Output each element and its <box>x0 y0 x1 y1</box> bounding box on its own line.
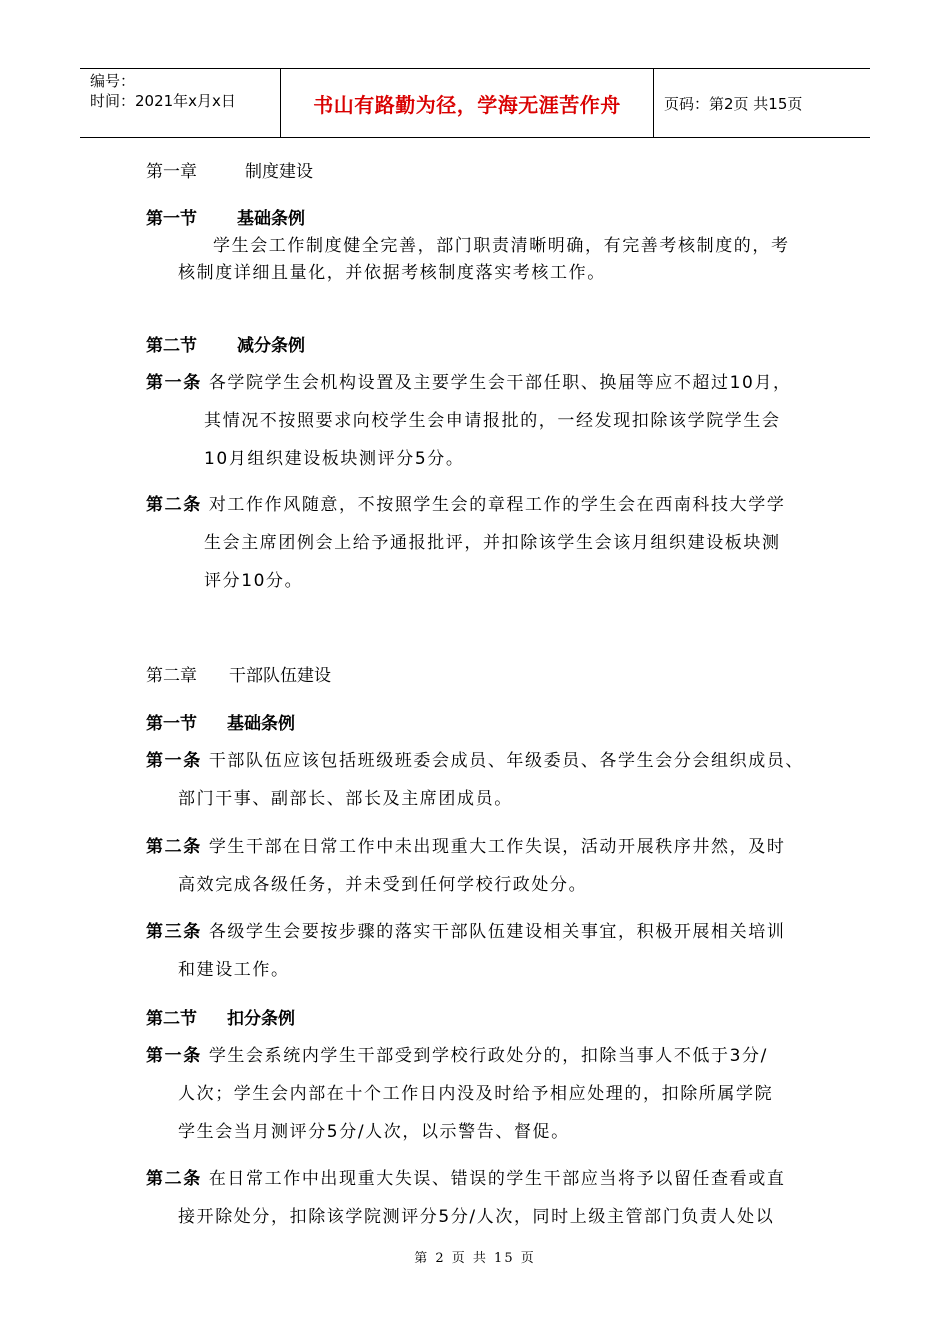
article-line <box>146 372 792 394</box>
article-line: 人次；学生会内部在十个工作日内没及时给予相应处理的，扣除所属学院 <box>178 1084 774 1104</box>
page-footer: 第 2 页 共 15 页 <box>414 1251 536 1266</box>
article-line: 评分10分。 <box>204 571 304 591</box>
article-number: 第二条 <box>146 837 202 857</box>
chapter-number: 第二章 <box>146 666 197 686</box>
section-title: 基础条例 <box>227 714 295 734</box>
section-heading <box>146 713 295 735</box>
article-line: 接开除处分，扣除该学院测评分5分/人次，同时上级主管部门负责人处以 <box>178 1207 775 1227</box>
article-text: 在日常工作中出现重大失误、错误的学生干部应当将予以留任查看或直 <box>208 1169 786 1189</box>
paragraph-line: 学生会工作制度健全完善，部门职责清晰明确，有完善考核制度的，考 <box>213 236 790 256</box>
header-motto-cell <box>280 69 654 137</box>
article-number: 第一条 <box>146 373 202 393</box>
article-text: 各学院学生会机构设置及主要学生会干部任职、换届等应不超过10月， <box>208 373 792 393</box>
document-number-label: 编号： <box>90 72 136 90</box>
article-text: 各级学生会要按步骤的落实干部队伍建设相关事宜，积极开展相关培训 <box>208 922 786 942</box>
article-line: 和建设工作。 <box>178 960 290 980</box>
article-line: 其情况不按照要求向校学生会申请报批的，一经发现扣除该学院学生会 <box>204 411 781 431</box>
article-line <box>146 921 785 943</box>
article-line <box>146 750 804 772</box>
article-line: 10月组织建设板块测评分5分。 <box>204 449 465 469</box>
article-number: 第三条 <box>146 922 202 942</box>
chapter-title: 制度建设 <box>245 162 313 182</box>
article-number: 第二条 <box>146 1169 202 1189</box>
chapter-title: 干部队伍建设 <box>229 666 331 686</box>
document-time-label: 时间：2021年x月x日 <box>90 92 236 110</box>
article-line <box>146 1045 768 1067</box>
section-number: 第二节 <box>146 336 197 356</box>
section-number: 第二节 <box>146 1009 197 1029</box>
header-motto: 书山有路勤为径，学海无涯苦作舟 <box>313 92 621 117</box>
article-number: 第一条 <box>146 1046 202 1066</box>
article-text: 干部队伍应该包括班级班委会成员、年级委员、各学生会分会组织成员、 <box>208 751 805 771</box>
article-text: 学生会系统内学生干部受到学校行政处分的，扣除当事人不低于3分/ <box>208 1046 768 1066</box>
section-title: 扣分条例 <box>227 1009 295 1029</box>
article-line <box>146 1168 785 1190</box>
section-heading <box>146 208 305 230</box>
article-line: 生会主席团例会上给予通报批评，并扣除该学生会该月组织建设板块测 <box>204 533 781 553</box>
article-line <box>146 836 785 858</box>
page-header <box>80 68 870 138</box>
section-heading <box>146 1008 295 1030</box>
section-number: 第一节 <box>146 714 197 734</box>
section-title: 基础条例 <box>237 209 305 229</box>
article-line: 学生会当月测评分5分/人次，以示警告、督促。 <box>178 1122 570 1142</box>
section-number: 第一节 <box>146 209 197 229</box>
header-page-cell <box>654 69 870 137</box>
article-line <box>146 494 785 516</box>
article-number: 第二条 <box>146 495 202 515</box>
chapter-heading <box>146 665 331 687</box>
article-line: 部门干事、副部长、部长及主席团成员。 <box>178 789 513 809</box>
chapter-heading <box>146 161 313 183</box>
header-page-indicator: 页码：第2页 共15页 <box>664 94 803 113</box>
article-line: 高效完成各级任务，并未受到任何学校行政处分。 <box>178 875 588 895</box>
article-number: 第一条 <box>146 751 202 771</box>
paragraph-line: 核制度详细且量化，并依据考核制度落实考核工作。 <box>178 263 606 283</box>
article-text: 对工作作风随意，不按照学生会的章程工作的学生会在西南科技大学学 <box>208 495 786 515</box>
section-title: 减分条例 <box>237 336 305 356</box>
section-heading <box>146 335 305 357</box>
article-text: 学生干部在日常工作中未出现重大工作失误，活动开展秩序井然，及时 <box>208 837 786 857</box>
header-meta-cell <box>80 69 280 137</box>
chapter-number: 第一章 <box>146 162 197 182</box>
